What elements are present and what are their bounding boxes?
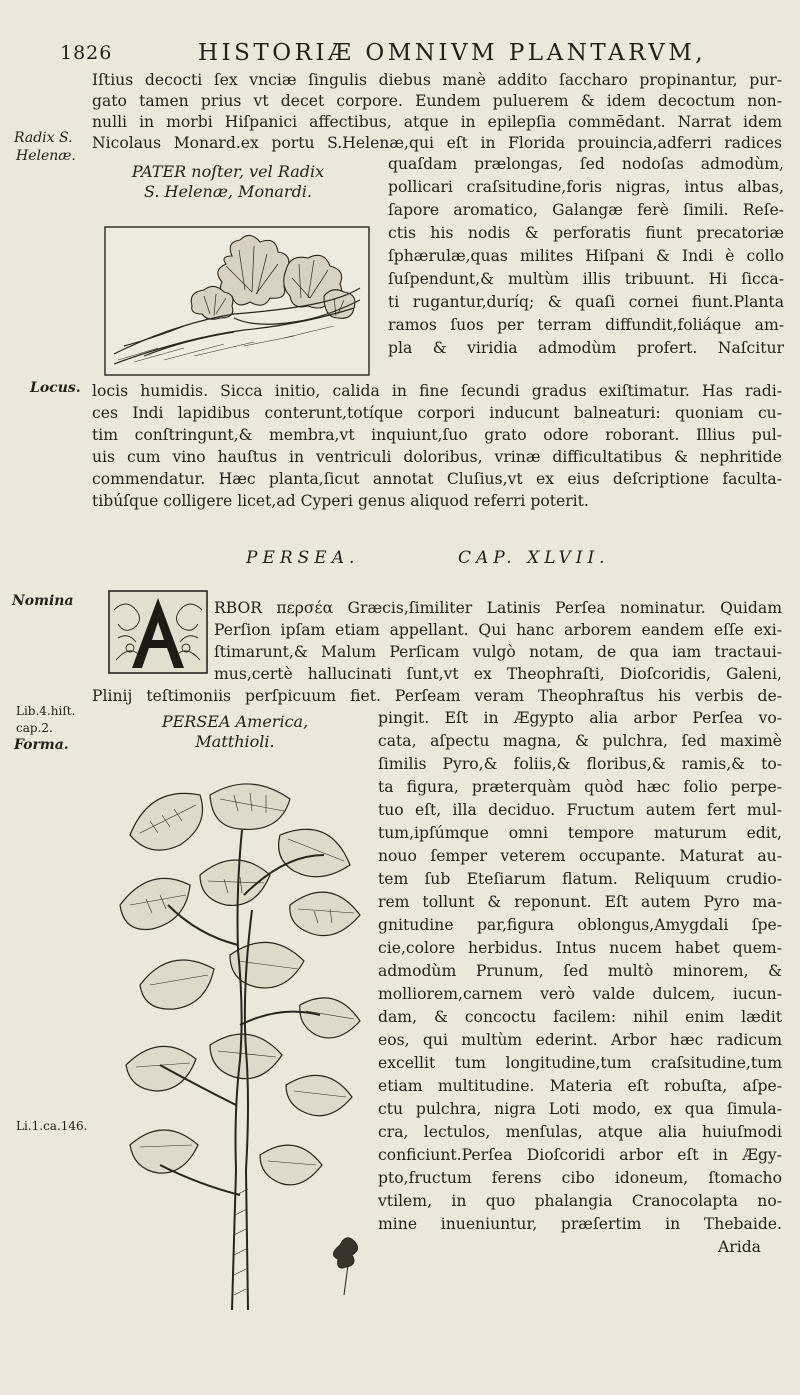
persea-line: ſtimarunt,& Malum Perſicam vulgò notam, de qua iam tractaui- [214,643,782,661]
text-line: pollicari craſsitudine,foris nigras, intus albas, [388,178,784,196]
figure1-caption-line1: PATER noſter, vel Radix [131,162,325,181]
text-line: ſapore aromatico, Galangæ ferè ſimili. Reſe- [388,201,784,219]
margin-note-radix: Radix S. [14,130,73,146]
text-line: cata, aſpectu magna, & pulchra, ſed maximè [378,732,782,750]
text-line: molliorem,carnem verò valde dulcem, iucun- [378,985,782,1003]
persea-line: mus,certè hallucinati ſunt,vt ex Theophraſti, Dioſcoridis, Galeni, [214,665,782,683]
text-line: eos, qui multùm ederint. Arbor hæc radicum [378,1031,782,1049]
text-line: ctis his nodis & perforatis fiunt precatoriæ [388,224,784,242]
text-line: dam, & concoctu facilem: nihil enim lædit [378,1008,782,1026]
margin-note-forma: Forma. [14,737,69,753]
text-line: pto,fructum ferens cibo idoneum, ſtomacho [378,1169,782,1187]
body-line: tim conſtringunt,& membra,vt inquiunt,ſuo grato odore roborant. Illius pul- [92,426,782,444]
text-line: ſphærulæ,quas milites Hiſpani & Indi è collo [388,247,784,265]
text-line: ta figura, præterquàm quòd hæc folio perpe- [378,778,782,796]
catchword: Arida [718,1238,761,1256]
text-line: cra, lectulos, menſulas, atque alia huiuſmodi [378,1123,782,1141]
woodcut-root-illustration [104,226,370,376]
text-line: mine inueniuntur, præſertim in Thebaide. [378,1215,782,1233]
text-line: nouo ſemper veterem occupante. Maturat au- [378,847,782,865]
body-line: locis humidis. Sicca initio, calida in fine ſecundi gradus exiſtimatur. Has radi- [92,382,782,400]
body-line: commendatur. Hæc planta,ſicut annotat Cluſius,vt ex eius deſcriptione faculta- [92,470,782,488]
margin-note-locus: Locus. [30,380,81,396]
text-line: ſimilis Pyro,& foliis,& floribus,& ramis,& to- [378,755,782,773]
text-line: tuo eſt, illa deciduo. Fructum autem fert mul- [378,801,782,819]
body-line: tibúſque colligere licet,ad Cyperi genus aliquod referri poterit. [92,492,589,510]
text-line: rem tollunt & reponunt. Eſt autem Pyro ma- [378,893,782,911]
text-line: tum,ipſúmque omni tempore maturum edit, [378,824,782,842]
figure1-caption-line2: S. Helenæ, Monardi. [143,182,313,201]
text-line: ctu pulchra, nigra Loti modo, ex qua ſimula- [378,1100,782,1118]
text-line: pla & viridia admodùm profert. Naſcitur [388,339,784,357]
margin-note-helenae: Helenæ. [16,148,76,164]
text-line: gnitudine par,figura oblongus,Amygdali ſpe- [378,916,782,934]
figure2-caption-line2: Matthioli. [195,732,275,751]
running-title: HISTORIÆ OMNIVM PLANTARVM, [198,40,707,66]
page-number: 1826 [60,42,113,64]
text-line: tem ſub Eteſiarum flatum. Reliquum crudio- [378,870,782,888]
chapter-number: CAP. XLVII. [458,548,610,568]
persea-line: Perſion ipſam etiam appellant. Qui hanc arborem eandem eſſe exi- [214,621,782,639]
text-line: excellit tum longitudine,tum craſsitudine,tum [378,1054,782,1072]
text-line: cie,colore herbidus. Intus nucem habet quem- [378,939,782,957]
running-header [60,42,790,72]
persea-line: Plinij teſtimoniis perſpicuum fiet. Perſeam veram Theophraſtus his verbis de- [92,687,782,705]
text-line: ramos ſuos per terram diffundit,foliáque am- [388,316,784,334]
intro-line: Iſtius decocti ſex vnciæ ſingulis diebus manè addito ſaccharo propinantur, pur- [92,71,782,89]
chapter-title: PERSEA. [246,548,360,568]
text-line: conficiunt.Perſea Dioſcoridi arbor eſt in Ægy- [378,1146,782,1164]
intro-line: nulli in morbi Hiſpanici affectibus, atque in epilepſia commēdant. Narrat idem [92,113,782,131]
margin-note-lib: Lib.4.hiſt. [16,704,76,718]
text-line: admodùm Prunum, ſed multò minorem, & [378,962,782,980]
text-line: ti rugantur,duríq; & quaſi cornei fiunt.Planta [388,293,784,311]
intro-line: gato tamen prius vt decet corpore. Eundem puluerem & idem decoctum non- [92,92,782,110]
text-line: quaſdam prælongas, ſed nodoſas admodùm, [388,155,784,173]
figure2-caption-line1: PERSEA America, [161,712,309,731]
margin-note-cap: cap.2. [16,721,53,735]
text-line: vtilem, in quo phalangia Cranocolapta no- [378,1192,782,1210]
text-line: ſuſpendunt,& multùm illis tribuunt. Hi ſicca- [388,270,784,288]
body-line: uis cum vino hauſtus in ventriculi doloribus, vrinæ difficultatibus & nephritide [92,448,782,466]
margin-note-nomina: Nomina [12,593,74,609]
decorated-initial-A [108,590,208,674]
intro-line: Nicolaus Monard.ex portu S.Helenæ,qui eſt in Florida prouincia,adferri radices [92,134,782,152]
margin-note-liref: Li.1.ca.146. [16,1119,88,1133]
persea-line: RBOR περσέα Græcis,ſimiliter Latinis Perſea nominatur. Quidam [214,599,782,617]
text-line: pingit. Eſt in Ægypto alia arbor Perſea vo- [378,709,782,727]
printers-flower-ornament [333,1238,357,1295]
body-line: ces Indi lapidibus conterunt,totíque corpori inducunt balneaturi: quoniam cu- [92,404,782,422]
text-line: etiam multitudine. Materia eſt robuſta, aſpe- [378,1077,782,1095]
woodcut-persea-tree-illustration [110,775,370,1310]
